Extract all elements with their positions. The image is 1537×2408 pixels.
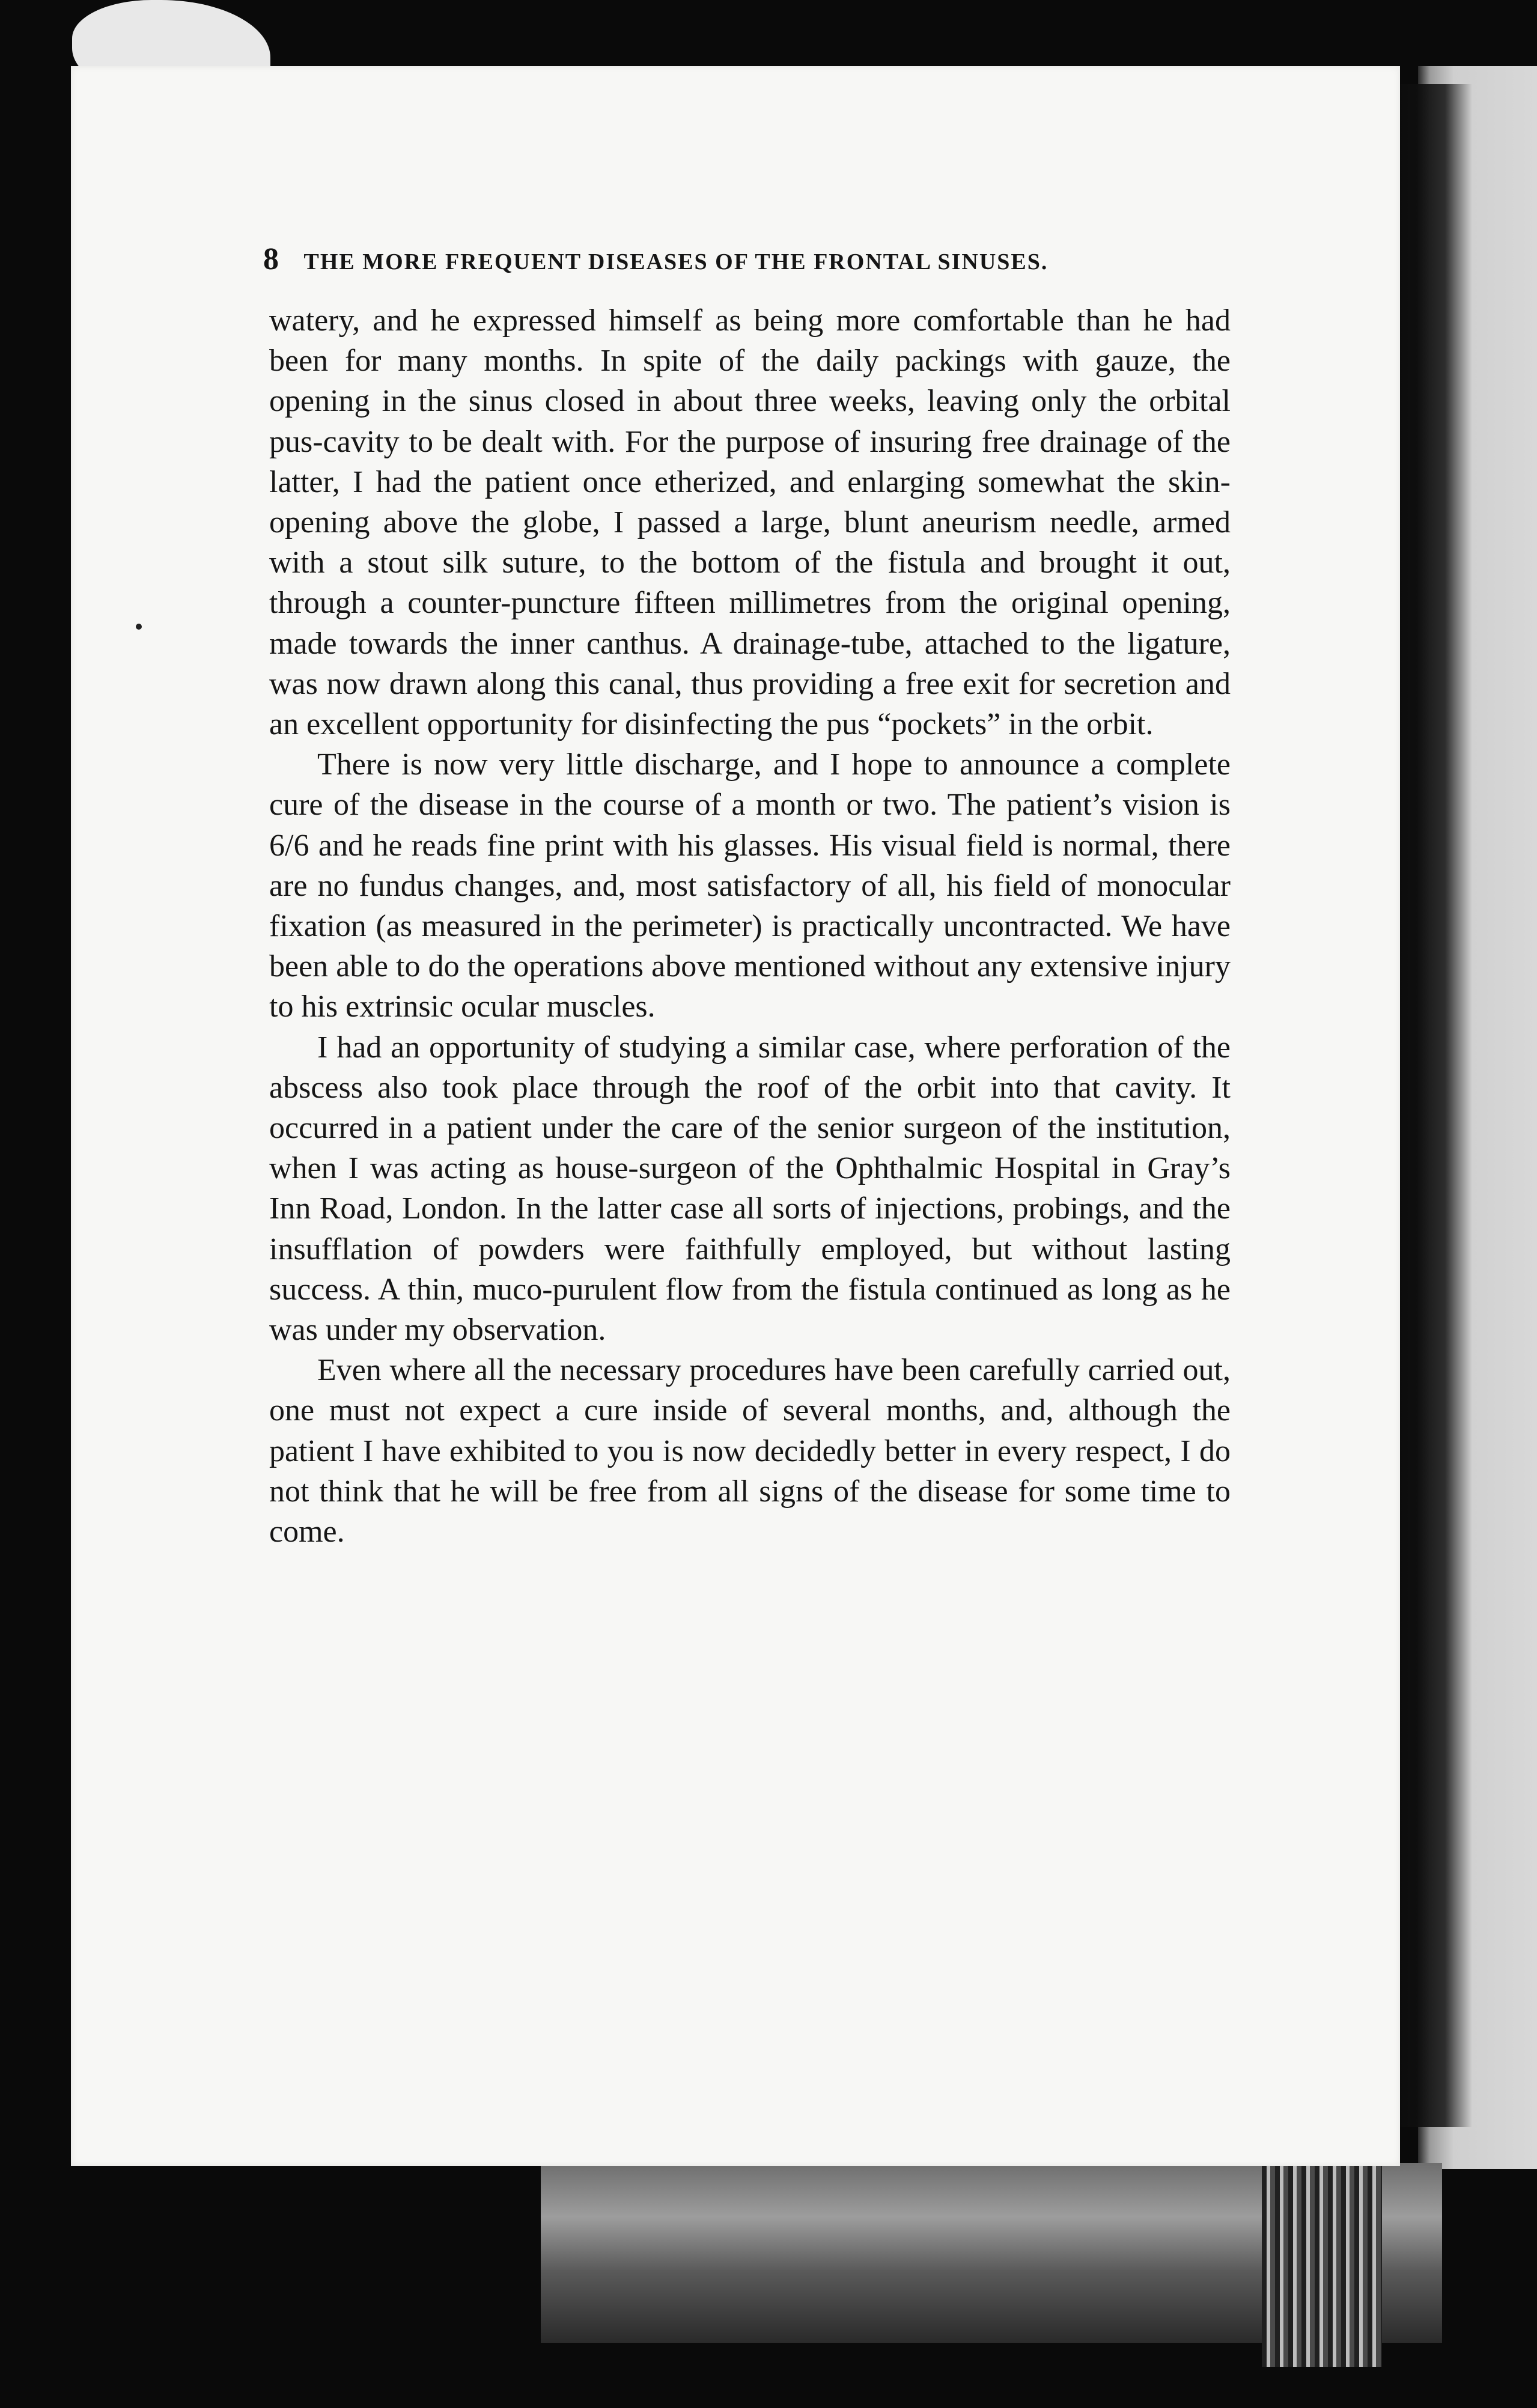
body-text bbox=[269, 300, 1231, 1552]
running-title: THE MORE FREQUENT DISEASES OF THE FRONTAL SINUSES. bbox=[303, 249, 1049, 275]
page-number: 8 bbox=[263, 242, 279, 276]
paragraph: There is now very little discharge, and I hope to announce a complete cure of the disease in the course of a month or two. The patient’s vision is 6/6 and he reads fine print with his glasses. His visual field is normal, there are no fundus changes, and, most satisfactory of all, his field of monocular fixation (as measured in the perimeter) is practically uncontracted. We have been able to do the operations above mentioned without any extensive injury to his extrinsic ocular muscles. bbox=[269, 747, 1231, 1024]
margin-mark bbox=[136, 624, 142, 630]
paragraph: watery, and he expressed himself as being more comfortable than he had been for many months. In spite of the daily packings with gauze, the opening in the sinus closed in about three weeks, leaving only the orbital pus-cavity to be dealt with. For the purpose of insuring free drainage of the latter, I had the patient once etherized, and enlarging somewhat the skin-opening above the globe, I passed a large, blunt aneurism needle, armed with a stout silk suture, to the bottom of the fistula and brought it out, through a counter-puncture fifteen millimetres from the original opening, made towards the inner canthus. A drainage-tube, attached to the ligature, was now drawn along this canal, thus providing a free exit for secretion and an excellent opportunity for disinfecting the pus “pockets” in the orbit. bbox=[269, 303, 1231, 742]
paragraph: Even where all the necessary procedures have been carefully carried out, one must not expect a cure inside of several months, and, although the patient I have exhibited to you is now decidedly better in every respect, I do not think that he will be free from all signs of the disease for some time to come. bbox=[269, 1353, 1231, 1549]
scan-bottom-binding bbox=[1262, 2151, 1382, 2367]
page-header bbox=[263, 242, 1182, 277]
paragraph: I had an opportunity of studying a similar case, where perforation of the abscess also took place through the roof of the orbit into that cavity. It occurred in a patient under the care of the senior surgeon of the institution, when I was acting as house-surgeon of the Ophthalmic Hospital in Gray’s Inn Road, London. In the latter case all sorts of injections, probings, and the insufflation of powders were faithfully employed, but without lasting success. A thin, muco-purulent flow from the fistula continued as long as he was under my observation. bbox=[269, 1030, 1231, 1348]
